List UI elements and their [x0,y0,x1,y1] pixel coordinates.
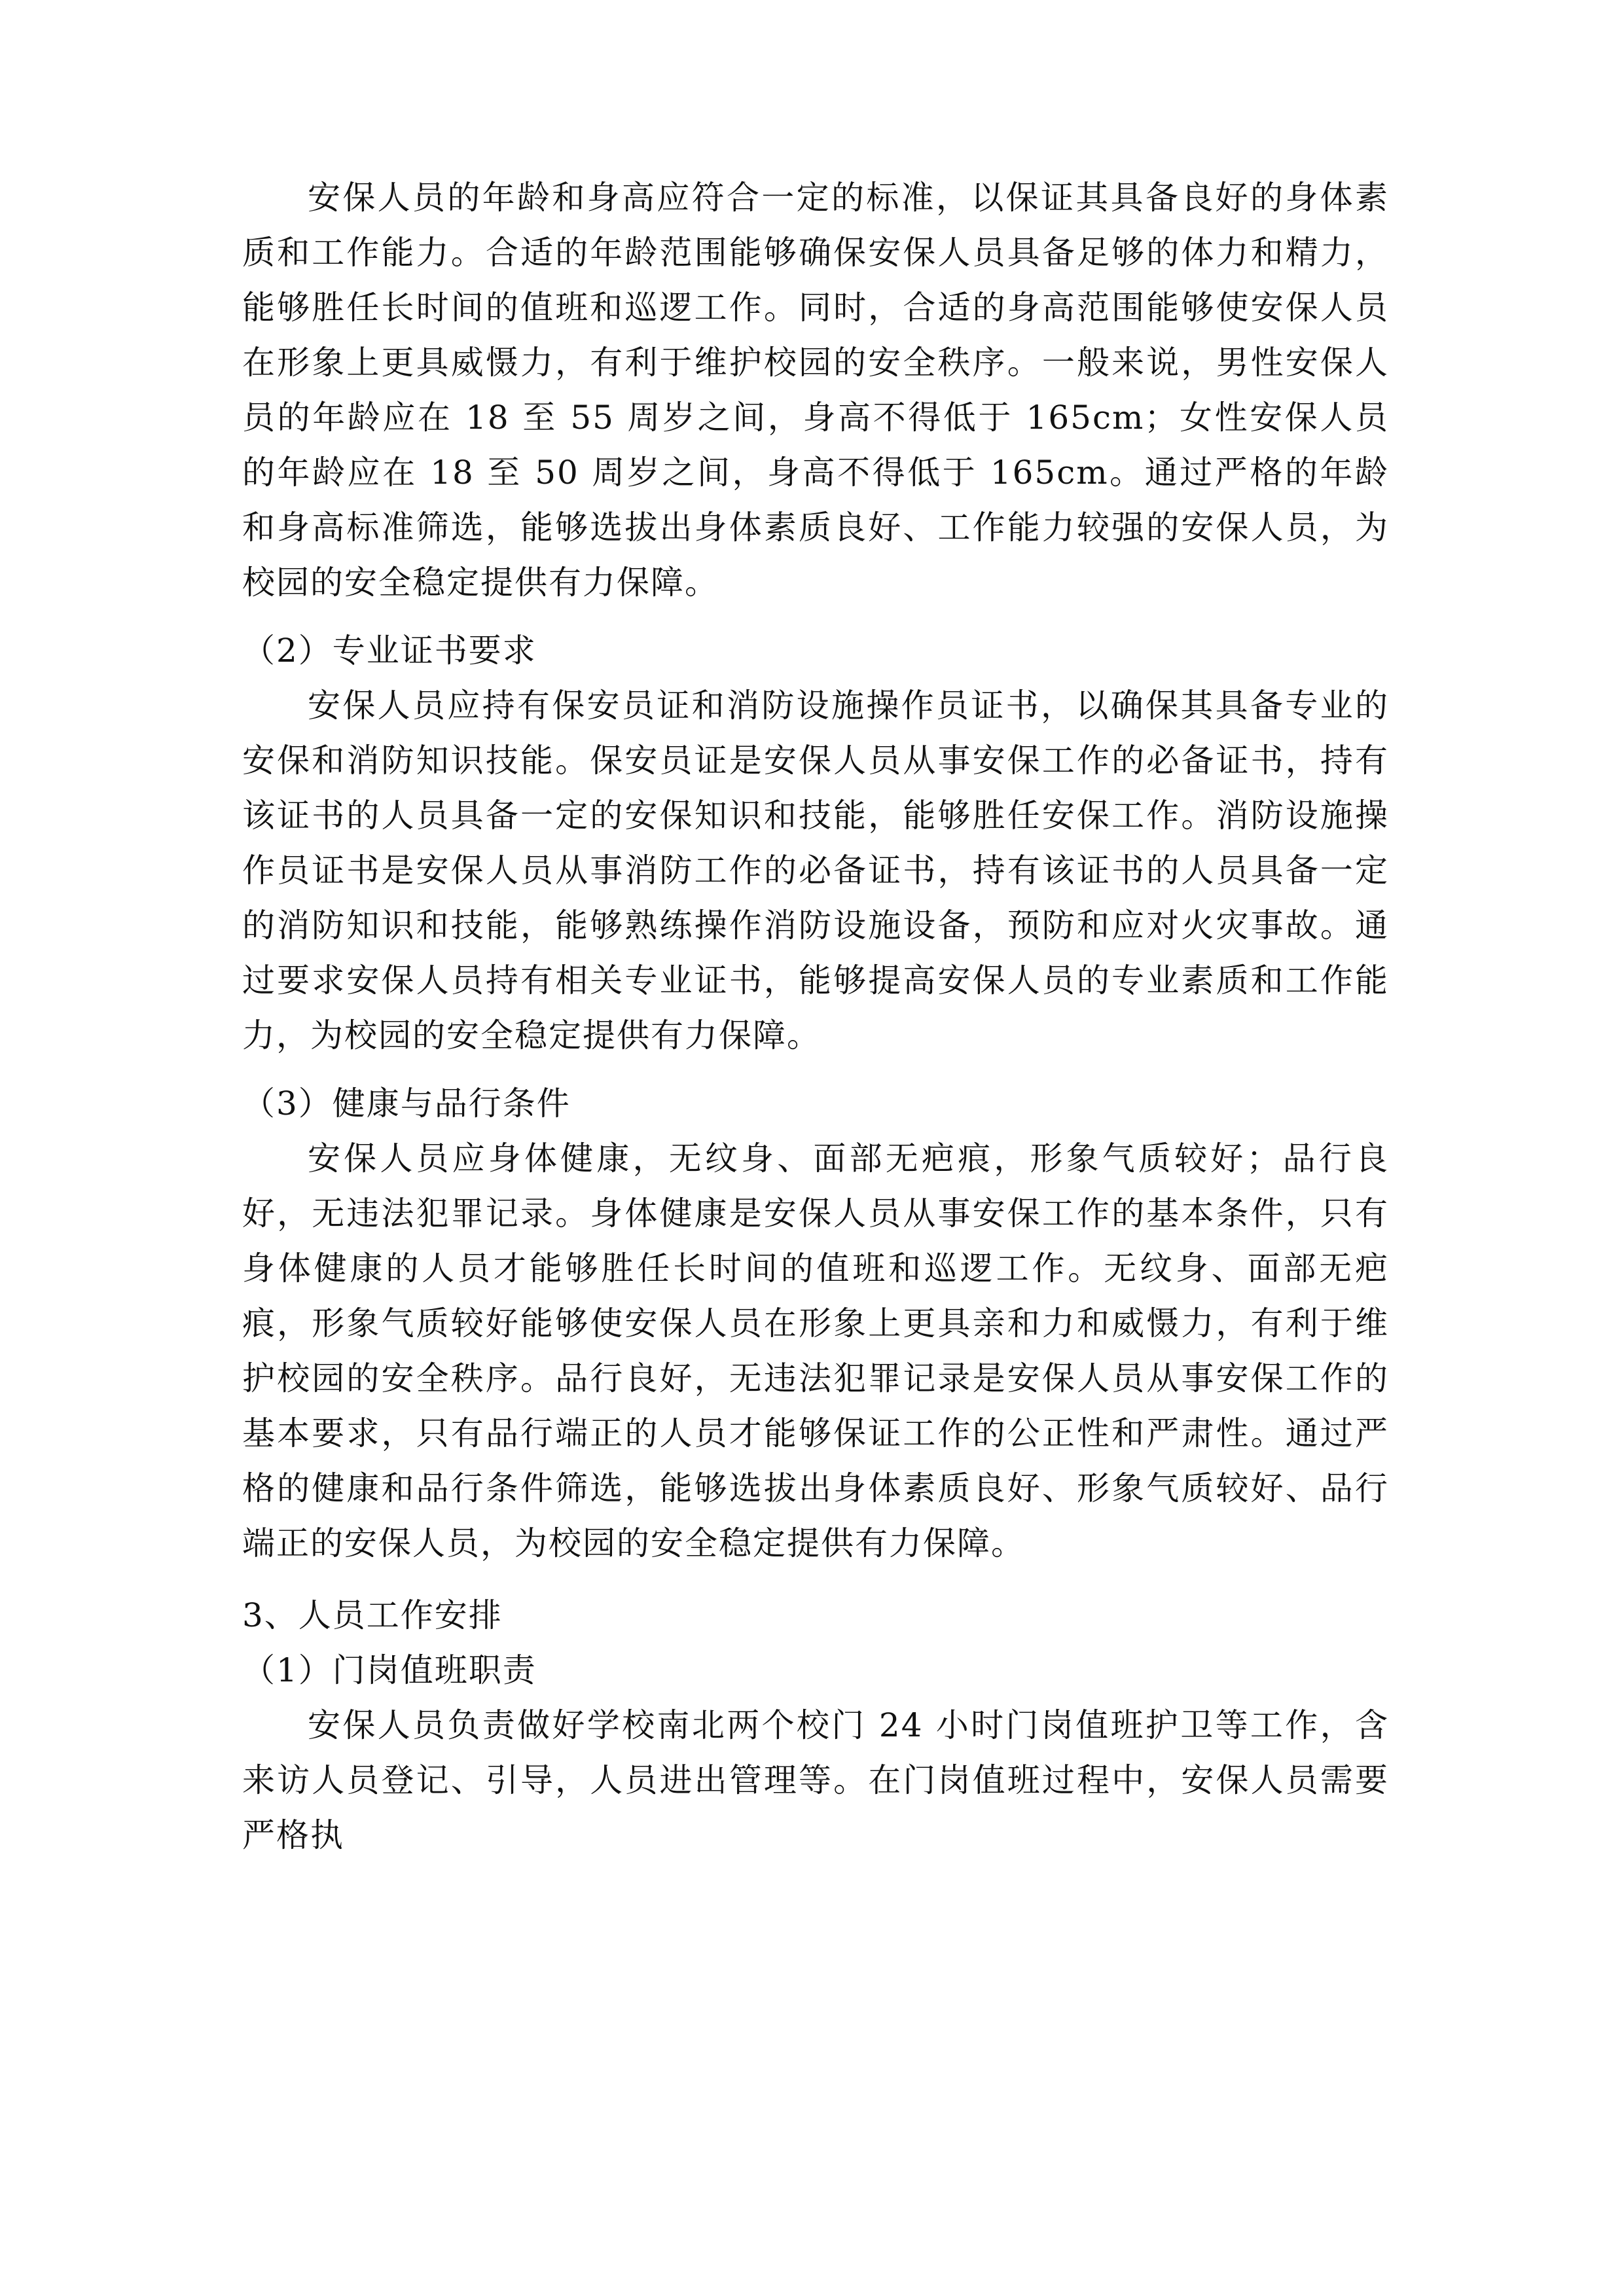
paragraph-certificate: 安保人员应持有保安员证和消防设施操作员证书，以确保其具备专业的安保和消防知识技能。保安员证是安保人员从事安保工作的必备证书，持有该证书的人员具备一定的安保知识和技能，能够胜任安保工作。消防设施操作员证书是安保人员从事消防工作的必备证书，持有该证书的人员具备一定的消防知识和技能，能够熟练操作消防设施设备，预防和应对火灾事故。通过要求安保人员持有相关专业证书，能够提高安保人员的专业素质和工作能力，为校园的安全稳定提供有力保障。 [242,687,1389,1054]
spacer [242,610,1389,623]
heading-certificate: （2）专业证书要求 [242,632,537,670]
heading-section-3: 3、人员工作安排 [242,1596,503,1634]
heading-gate-duty: （1）门岗值班职责 [242,1651,537,1689]
document-body [242,170,1389,1863]
spacer [242,1063,1389,1076]
spacer [242,1571,1389,1588]
paragraph-gate-duty: 安保人员负责做好学校南北两个校门 24 小时门岗值班护卫等工作，含来访人员登记、引导，人员进出管理等。在门岗值班过程中，安保人员需要严格执 [242,1706,1389,1854]
paragraph-age-height: 安保人员的年龄和身高应符合一定的标准，以保证其具备良好的身体素质和工作能力。合适的年龄范围能够确保安保人员具备足够的体力和精力，能够胜任长时间的值班和巡逻工作。同时，合适的身高范围能够使安保人员在形象上更具威慑力，有利于维护校园的安全秩序。一般来说，男性安保人员的年龄应在 18 至 55 周岁之间，身高不得低于 165cm；女性安保人员的年龄应在 18 至 50 周岁之间，身高不得低于 165cm。通过严格的年龄和身高标准筛选，能够选拔出身体素质良好、工作能力较强的安保人员，为校园的安全稳定提供有力保障。 [242,179,1389,601]
heading-health: （3）健康与品行条件 [242,1085,571,1122]
paragraph-health: 安保人员应身体健康，无纹身、面部无疤痕，形象气质较好；品行良好，无违法犯罪记录。身体健康是安保人员从事安保工作的基本条件，只有身体健康的人员才能够胜任长时间的值班和巡逻工作。无纹身、面部无疤痕，形象气质较好能够使安保人员在形象上更具亲和力和威慑力，有利于维护校园的安全秩序。品行良好，无违法犯罪记录是安保人员从事安保工作的基本要求，只有品行端正的人员才能够保证工作的公正性和严肃性。通过严格的健康和品行条件筛选，能够选拔出身体素质良好、形象气质较好、品行端正的安保人员，为校园的安全稳定提供有力保障。 [242,1139,1389,1562]
